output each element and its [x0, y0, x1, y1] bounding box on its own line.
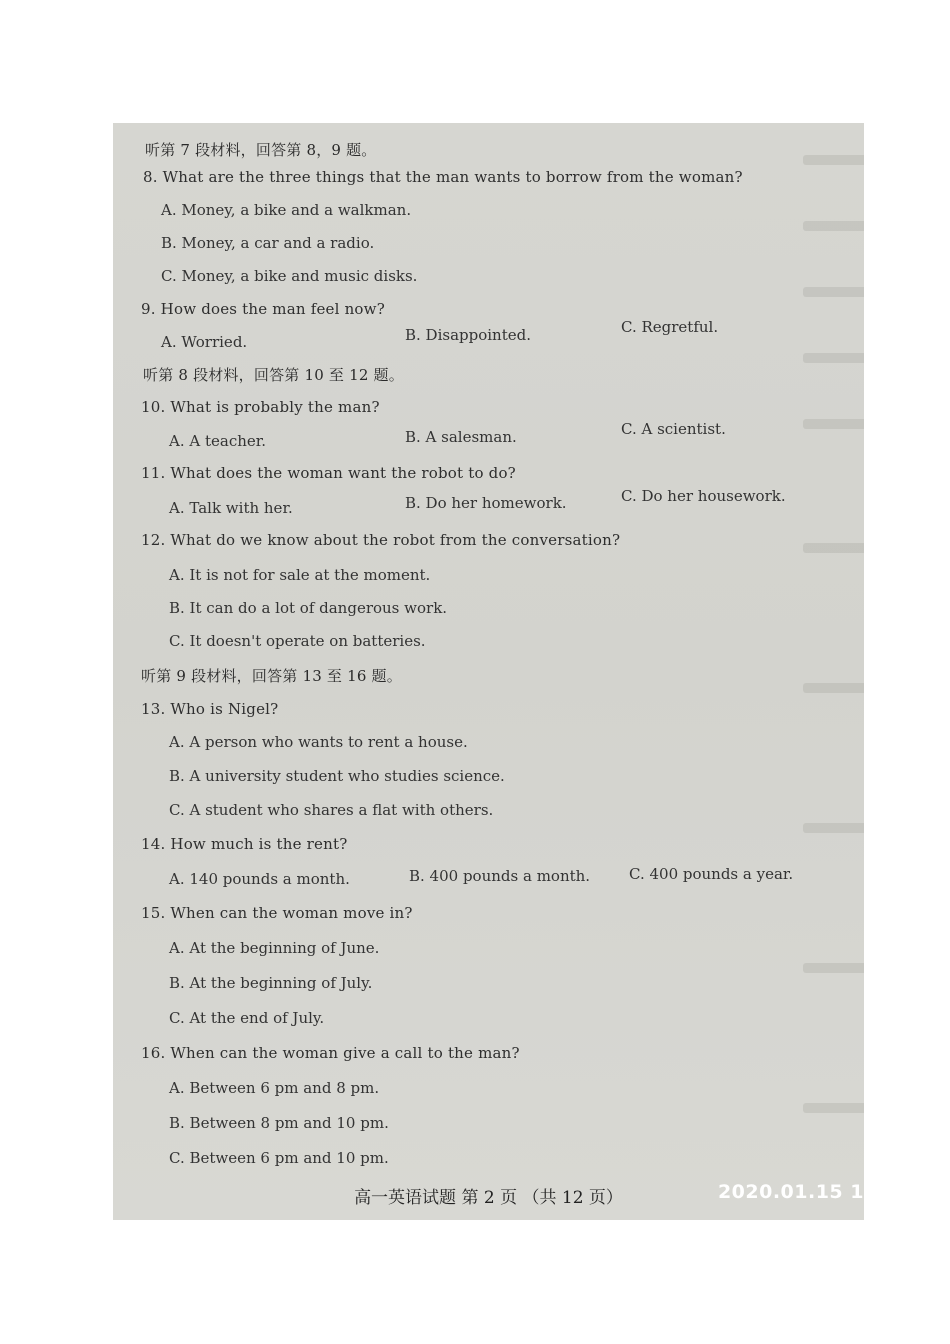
bleed-through-mark [803, 683, 864, 693]
question-15-option-b: B. At the beginning of July. [169, 974, 373, 992]
question-11-stem: 11. What does the woman want the robot to do? [141, 464, 516, 482]
bleed-through-mark [803, 287, 864, 297]
question-10-option-c: C. A scientist. [621, 420, 726, 438]
question-11-option-b: B. Do her homework. [405, 494, 567, 512]
question-11-option-c: C. Do her housework. [621, 487, 786, 505]
question-13-option-c: C. A student who shares a flat with others. [169, 801, 494, 819]
question-9-option-a: A. Worried. [161, 333, 248, 351]
question-12-option-b: B. It can do a lot of dangerous work. [169, 599, 448, 617]
question-16-stem: 16. When can the woman give a call to the man? [141, 1044, 520, 1062]
question-8-option-b: B. Money, a car and a radio. [161, 234, 375, 252]
question-10-stem: 10. What is probably the man? [141, 398, 380, 416]
bleed-through-mark [803, 1103, 864, 1113]
section-heading-8: 听第 8 段材料，回答第 10 至 12 题。 [143, 366, 404, 384]
question-12-option-a: A. It is not for sale at the moment. [169, 566, 431, 584]
question-12-stem: 12. What do we know about the robot from the conversation? [141, 531, 621, 549]
question-13-option-b: B. A university student who studies science. [169, 767, 505, 785]
photo-timestamp: 2020.01.15 1 [717, 1181, 864, 1203]
question-15-stem: 15. When can the woman move in? [141, 904, 413, 922]
question-16-option-a: A. Between 6 pm and 8 pm. [169, 1079, 380, 1097]
question-9-stem: 9. How does the man feel now? [141, 300, 385, 318]
question-8-option-a: A. Money, a bike and a walkman. [161, 201, 412, 219]
question-13-option-a: A. A person who wants to rent a house. [169, 733, 468, 751]
question-16-option-b: B. Between 8 pm and 10 pm. [169, 1114, 389, 1132]
question-15-option-c: C. At the end of July. [169, 1009, 325, 1027]
question-10-option-b: B. A salesman. [405, 428, 517, 446]
question-14-stem: 14. How much is the rent? [141, 835, 348, 853]
section-heading-7: 听第 7 段材料，回答第 8，9 题。 [145, 141, 377, 159]
question-15-option-a: A. At the beginning of June. [169, 939, 380, 957]
question-16-option-c: C. Between 6 pm and 10 pm. [169, 1149, 389, 1167]
bleed-through-mark [803, 419, 864, 429]
bleed-through-mark [803, 221, 864, 231]
exam-page [113, 123, 864, 1220]
question-11-option-a: A. Talk with her. [169, 499, 293, 517]
question-14-option-c: C. 400 pounds a year. [629, 865, 794, 883]
bleed-through-mark [803, 155, 864, 165]
question-10-option-a: A. A teacher. [169, 432, 267, 450]
question-14-option-b: B. 400 pounds a month. [409, 867, 591, 885]
question-9-option-b: B. Disappointed. [405, 326, 531, 344]
section-heading-9: 听第 9 段材料，回答第 13 至 16 题。 [141, 667, 402, 685]
bleed-through-mark [803, 543, 864, 553]
question-12-option-c: C. It doesn't operate on batteries. [169, 632, 426, 650]
question-9-option-c: C. Regretful. [621, 318, 719, 336]
bleed-through-mark [803, 823, 864, 833]
question-8-option-c: C. Money, a bike and music disks. [161, 267, 418, 285]
question-14-option-a: A. 140 pounds a month. [169, 870, 350, 888]
question-13-stem: 13. Who is Nigel? [141, 700, 279, 718]
question-8-stem: 8. What are the three things that the man wants to borrow from the woman? [143, 168, 743, 186]
bleed-through-mark [803, 963, 864, 973]
page-footer: 高一英语试题 第 2 页 （共 12 页） [354, 1188, 623, 1208]
bleed-through-mark [803, 353, 864, 363]
